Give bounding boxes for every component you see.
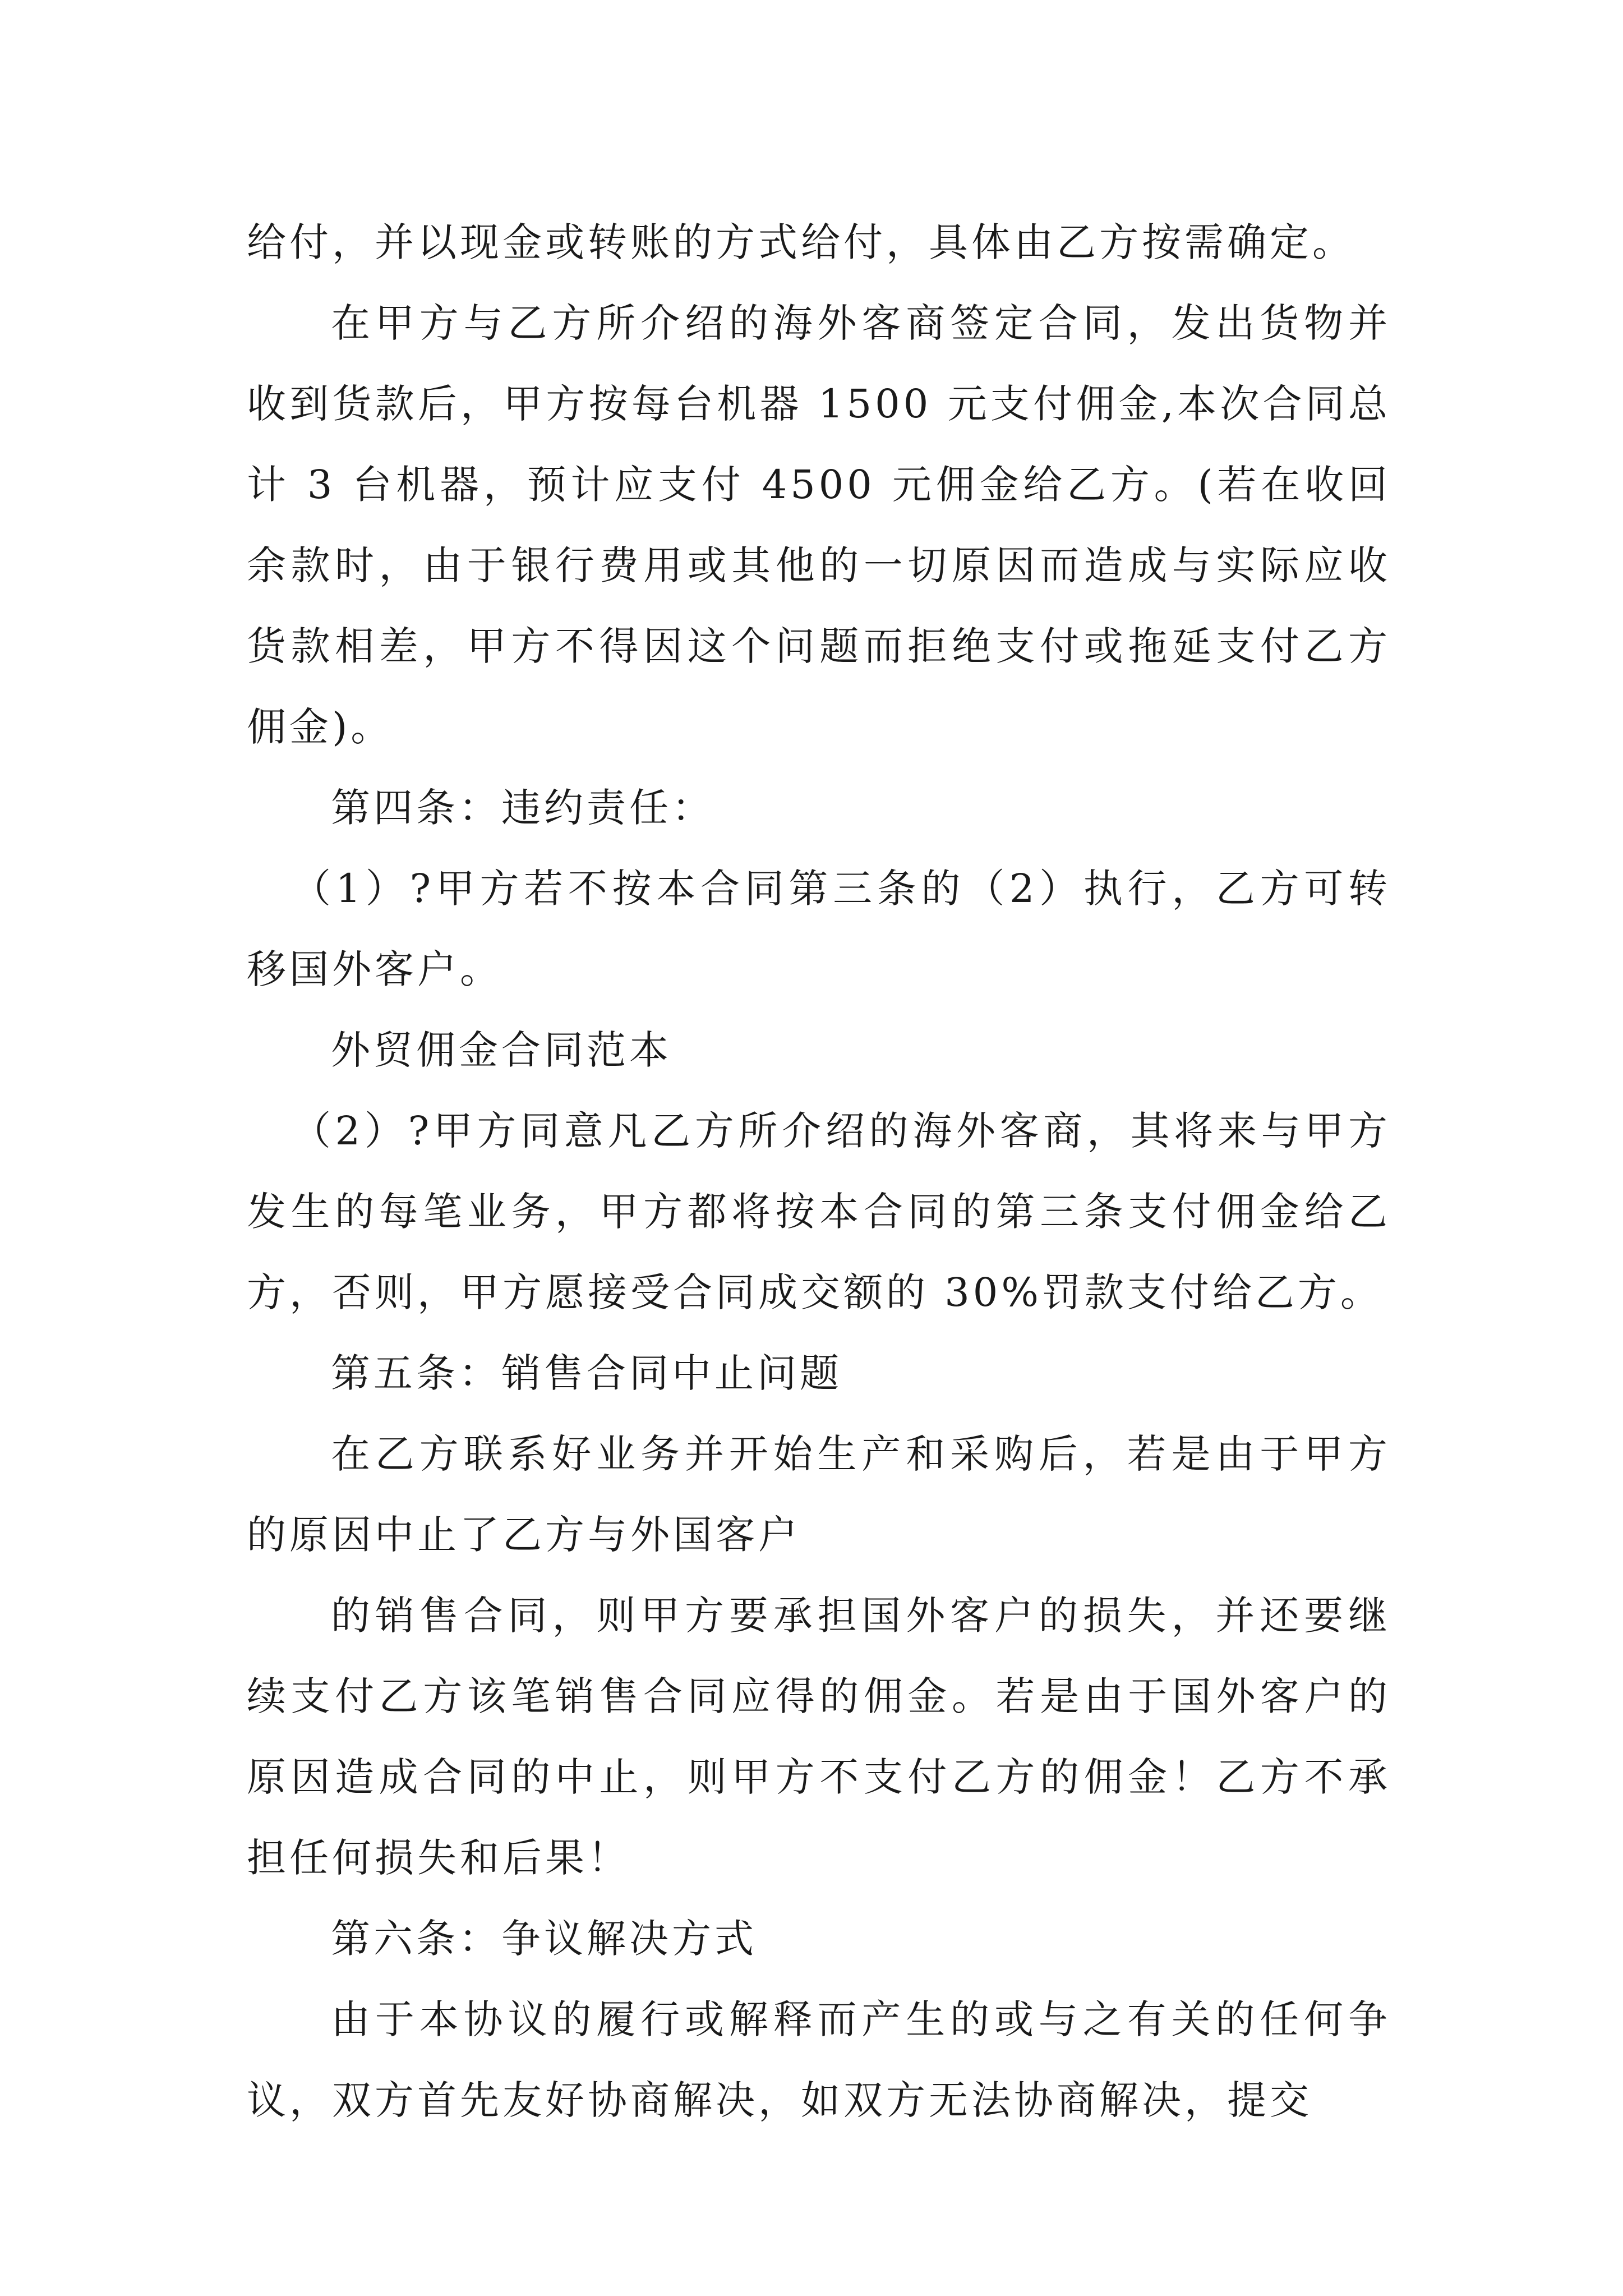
paragraph-clause-4-1: （1）?甲方若不按本合同第三条的（2）执行，乙方可转移国外客户。: [247, 866, 1391, 992]
paragraph-article-5-b: 的销售合同，则甲方要承担国外客户的损失，并还要继续支付乙方该笔销售合同应得的佣金。若是由于国外客户的原因造成合同的中止，则甲方不支付乙方的佣金！乙方不承担任何损失和后果！: [247, 1593, 1391, 1881]
heading-article-6: 第六条：争议解决方式: [331, 1916, 757, 1962]
paragraph-article-6: 由于本协议的履行或解释而产生的或与之有关的任何争议，双方首先友好协商解决，如双方无法协商解决，提交: [247, 1996, 1391, 2123]
paragraph-payment-method: 给付，并以现金或转账的方式给付，具体由乙方按需确定。: [247, 219, 1355, 265]
heading-article-5: 第五条：销售合同中止问题: [331, 1350, 842, 1396]
paragraph-article-5-a: 在乙方联系好业务并开始生产和采购后，若是由于甲方的原因中止了乙方与外国客户: [247, 1431, 1391, 1558]
heading-article-4: 第四条：违约责任：: [331, 785, 714, 831]
paragraph-clause-4-2: （2）?甲方同意凡乙方所介绍的海外客商，其将来与甲方发生的每笔业务，甲方都将按本合同的第三条支付佣金给乙方，否则，甲方愿接受合同成交额的 30%罚款支付给乙方。: [247, 1108, 1391, 1315]
document-body: [247, 202, 1391, 2141]
paragraph-commission-terms: 在甲方与乙方所介绍的海外客商签定合同，发出货物并收到货款后，甲方按每台机器 1500 元支付佣金,本次合同总计 3 台机器，预计应支付 4500 元佣金给乙方。(若在收回余款时，由于银行费用或其他的一切原因而造成与实际应收货款相差，甲方不得因这个问题而拒绝支付或拖延支付乙方佣金)。: [247, 300, 1391, 750]
document-title-line: 外贸佣金合同范本: [331, 1027, 672, 1073]
